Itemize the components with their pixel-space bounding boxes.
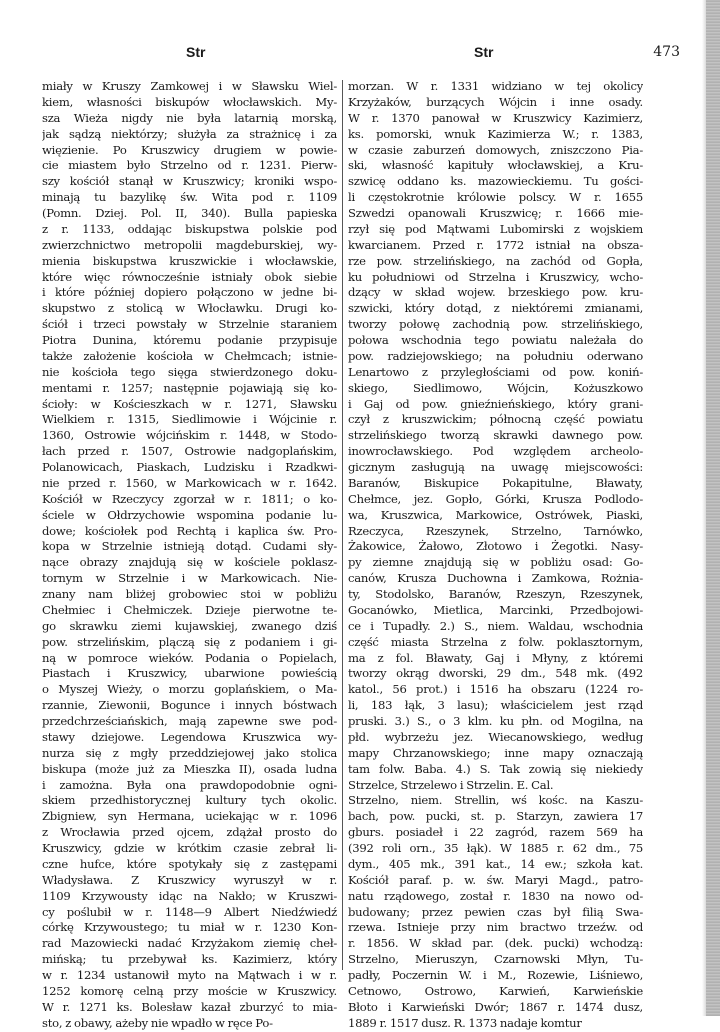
text-line: W r. 1370 panował w Kruszwicy Kazimierz,: [348, 110, 643, 125]
text-line: pruski. 3.) S., o 3 klm. ku płn. od Mogilna, na: [348, 714, 643, 728]
text-line: szy kościół stanął w Kruszwicy; kroniki wspo-: [42, 174, 337, 189]
text-line: ściele w Ołdrzychowie wspomina podanie lu-: [42, 507, 337, 522]
text-line: dzący w skład wojew. brzeskiego pow. kru-: [348, 285, 643, 300]
text-line: płd. wybrzeżu jez. Wiecanowskiego, według: [348, 729, 643, 744]
header-left-keyword: Str: [186, 44, 206, 60]
text-line: córkę Krzywoustego; tu miał w r. 1230 Kon-: [42, 920, 337, 935]
text-line: sza Wieża nigdy nie była latarnią morską,: [42, 110, 337, 125]
text-line: Strzelno, niem. Strellin, wś kośc. na Kaszu-: [348, 793, 643, 808]
text-line: sto, z obawy, ażeby nie wpadło w ręce Po-: [42, 1015, 273, 1030]
text-line: budowany; przez pewien czas był filią Swa-: [348, 904, 643, 919]
text-line: więzienie. Po Kruszwicy drugiem w powie-: [42, 142, 337, 157]
text-line: Szwedzi opanowali Kruszwicę; r. 1666 mie-: [348, 206, 643, 220]
text-line: czne hufce, które spotykały się z zastępami: [42, 856, 337, 871]
text-line: py ziemne znajdują się w pobliżu osad: Go-: [348, 555, 643, 570]
text-line: które więc równocześnie istniały obok siebie: [42, 269, 337, 284]
text-line: katol., 56 prot.) i 1516 ha obszaru (1224 ro-: [348, 682, 643, 697]
text-line: mienia biskupstwa kruszwickie i włocławskie,: [42, 253, 337, 268]
text-line: Błoto i Karwieński Dwór; 1867 r. 1474 dusz,: [348, 999, 643, 1014]
header-right-keyword: Str: [474, 44, 494, 60]
text-line: znany nam bliżej grobowiec stoi w pobliżu: [42, 587, 337, 601]
text-line: dowe; kościołek pod Rechtą i kaplica św. Pro-: [42, 523, 337, 538]
text-line: i które później dopiero połączono w jedne bi-: [42, 285, 337, 300]
text-line: ściół i trzeci powstały w Strzelnie staraniem: [42, 317, 337, 332]
text-line: gburs. posiadeł i 22 zagród, razem 569 ha: [348, 825, 643, 840]
running-header: [40, 44, 680, 68]
text-line: rzannie, Ziewonii, Bogunce i innych bóstwach: [42, 698, 337, 713]
text-line: Strzelno, Mieruszyn, Czarnowski Młyn, Tu-: [348, 952, 643, 967]
text-line: gicznym zasługują na uwagę miejscowości:: [348, 460, 643, 474]
text-line: padły, Poczernin W. i M., Rozewie, Liśniewo,: [348, 968, 643, 982]
text-line: morzan. W r. 1331 widziano w tej okolicy: [348, 79, 643, 93]
text-line: rze pow. strzelińskiego, na zachód od Gopła,: [348, 253, 643, 268]
text-line: Chełmiec i Chełmiczek. Dzieje pierwotne te-: [42, 602, 337, 617]
column-divider: [342, 80, 343, 970]
text-line: cie miastem było Strzelno od r. 1231. Pierw-: [42, 158, 337, 173]
text-line: 1252 komorę celną przy moście w Kruszwicy.: [42, 983, 337, 998]
text-line: natu rządowego, został r. 1830 na nowo od-: [348, 888, 643, 903]
text-line: kopa w Strzelnie istnieją dotąd. Cudami sły-: [42, 539, 337, 554]
text-line: Piastach i Kruszwicy, ubarwione powieścią: [42, 666, 337, 681]
text-line: Chełmce, jez. Gopło, Górki, Krusza Podlodo-: [348, 491, 643, 506]
text-line: canów, Krusza Duchowna i Zamkowa, Rożnia-: [348, 571, 643, 586]
text-line: z Wrocławia przed ojcem, zdążał prosto do: [42, 825, 337, 840]
text-line: W r. 1271 ks. Bolesław kazał zburzyć to mia-: [42, 999, 337, 1014]
text-line: biskupa (może już za Mieszka II), osada ludna: [42, 761, 337, 776]
text-line: li, 183 łąk, 3 lasu); właścicielem jest rząd: [348, 698, 643, 713]
text-line: Gocanówko, Mietlica, Marcinki, Przedbojowi-: [348, 602, 643, 617]
text-line: w czasie zaburzeń domowych, zniszczono Pia-: [348, 142, 643, 157]
text-line: Piotra Dunina, któremu podanie przypisuje: [42, 333, 337, 347]
text-line: tam folw. Baba. 4.) S. Tak zowią się niekiedy: [348, 761, 643, 776]
left-column: [42, 79, 337, 1032]
text-line: o Myszej Wieży, o morzu goplańskiem, o Ma-: [42, 682, 337, 697]
text-line: minają tu bazylikę św. Wita pod r. 1109: [42, 190, 337, 205]
text-line: r. 1856. W skład par. (dek. pucki) wchodzą:: [348, 936, 643, 951]
text-line: wa, Kruszwica, Markowice, Ostrówek, Piaski,: [348, 507, 643, 522]
text-line: nące obrazy znajdują się w kościele poklasz-: [42, 555, 337, 570]
text-line: z r. 1133, oddając biskupstwa polskie pod: [42, 221, 337, 236]
text-line: Cetnowo, Ostrowo, Karwień, Karwieńskie: [348, 983, 643, 998]
text-line: miały w Kruszy Zamkowej i w Sławsku Wiel-: [42, 79, 337, 93]
text-line: pow. strzelińskim, plączą się z podaniem i gi-: [42, 634, 337, 649]
text-line: mińską; tu przebywał ks. Kazimierz, który: [42, 952, 337, 967]
text-line: część miasta Strzelna z folw. poklasztornym,: [348, 634, 643, 649]
text-line: tworzy połowę zachodnią pow. strzelińskiego,: [348, 317, 643, 332]
text-line: 1889 r. 1517 dusz. R. 1373 nadaje komtur: [348, 1015, 582, 1030]
text-line: Rzeczyca, Rzeszynek, Strzelno, Tarnówko,: [348, 523, 643, 538]
text-line: kiem, własności biskupów włocławskich. My-: [42, 94, 337, 109]
text-line: tornym w Strzelnie i w Markowicach. Nie-: [42, 571, 337, 586]
text-line: skiego, Siedlimowo, Wójcin, Kożuszkowo: [348, 380, 643, 395]
text-line: szwicę oddano ks. mazowieckiemu. Tu gości-: [348, 174, 643, 189]
text-line: jak sądzą niektórzy; służyła za strażnicę i za: [42, 126, 337, 141]
text-line: pow. radziejowskiego; na południu oderwano: [348, 348, 643, 363]
text-line: strzelińskiego tworzą skrawki dawnego pow.: [348, 428, 643, 443]
text-line: mentami r. 1257; następnie pojawiają się ko-: [42, 380, 337, 395]
text-line: skiem przedhistorycznej kultury tych okolic.: [42, 793, 337, 808]
text-line: kwarcianem. Przed r. 1772 istniał na obsza-: [348, 237, 643, 252]
text-line: ną w pomroce wieków. Podania o Popielach,: [42, 650, 337, 665]
text-line: ty, Stodolsko, Baranów, Rzeszyn, Rzeszynek,: [348, 587, 643, 601]
text-line: Kościół paraf. p. w. św. Maryi Magd., patro-: [348, 872, 643, 887]
text-line: nurza się z mgły przeddziejowej jako stolica: [42, 745, 337, 760]
text-line: w r. 1234 ustanowił myto na Mątwach i w r.: [42, 968, 337, 982]
text-line: ku południowi od Strzelna i Kruszwicy, wcho-: [348, 269, 643, 284]
text-line: cy poślubił w r. 1148—9 Albert Niedźwiedź: [42, 904, 337, 919]
text-line: 1360, Ostrowie wójcińskim r. 1448, w Stodo-: [42, 428, 337, 443]
text-line: ks. pomorski, wnuk Kazimierza W.; r. 1383,: [348, 126, 643, 141]
text-line: i Gaj od pow. gnieźnieńskiego, który grani-: [348, 396, 643, 411]
text-line: Krzyżaków, burzących Wójcin i inne osady.: [348, 94, 643, 109]
text-line: rzył się pod Mątwami Lubomirski z wojskiem: [348, 221, 643, 236]
text-line: łach przed r. 1507, Ostrowie nadgoplańskim,: [42, 444, 337, 459]
text-line: rzewa. Istnieje przy nim bractwo trzeźw. od: [348, 920, 643, 935]
text-line: szwicki, który dotąd, z niektóremi zmianami,: [348, 301, 643, 316]
text-line: Żakowice, Żałowo, Złotowo i Żegotki. Nasy-: [348, 539, 643, 554]
text-line: Strzelce, Strzelewo i Strzelin. E. Cal.: [348, 777, 554, 792]
text-line: Kościół w Rzeczycy zgorzał w r. 1811; o ko-: [42, 491, 337, 506]
text-line: Lenartowo z przyległościami od pow. koniń-: [348, 364, 643, 379]
text-line: (392 roli orn., 35 łąk). W 1885 r. 62 dm., 75: [348, 841, 643, 855]
text-line: mapy Chrzanowskiego; inne mapy oznaczają: [348, 745, 643, 760]
text-line: Kruszwicy, gdzie w krótkim czasie zebrał li-: [42, 841, 337, 855]
text-line: Zbigniew, syn Hermana, uciekając w r. 1096: [42, 809, 337, 824]
text-line: ce i Tupadły. 2.) S., niem. Waldau, wschodnia: [348, 618, 643, 633]
text-line: przedchrześciańskich, mają zapewne swe pod-: [42, 714, 337, 728]
text-line: ma z fol. Bławaty, Gaj i Młyny, z któremi: [348, 650, 643, 665]
text-line: li częstokrotnie królowie polscy. W r. 1655: [348, 190, 643, 205]
text-line: dym., 405 mk., 391 kat., 14 ew.; szkoła kat.: [348, 856, 643, 871]
book-edge: [706, 0, 720, 1016]
text-line: nie przed r. 1560, w Markowicach w r. 1642.: [42, 475, 337, 490]
text-line: także założenie kościoła w Chełmcach; istnie-: [42, 348, 337, 363]
text-line: zwierzchnictwo metropolii magdeburskiej, wy-: [42, 237, 337, 252]
text-line: rad Mazowiecki nadać Krzyżakom ziemię cheł-: [42, 936, 337, 951]
text-line: (Pomn. Dziej. Pol. II, 340). Bulla papieska: [42, 206, 337, 220]
text-line: Baranów, Biskupice Pokapitulne, Bławaty,: [348, 475, 643, 490]
text-line: ścioły: w Kościeszkach w r. 1271, Sławsku: [42, 396, 337, 411]
text-line: inowrocławskiego. Pod względem archeolo-: [348, 444, 643, 459]
text-line: Władysława. Z Kruszwicy wyruszył w r.: [42, 872, 337, 887]
text-line: ski, własność kapituły włocławskiej, a Kru-: [348, 158, 643, 173]
text-line: Polanowicach, Piaskach, Ludzisku i Rzadkwi-: [42, 460, 337, 474]
text-line: Wielkiem r. 1315, Siedlimowie i Wójcinie r.: [42, 412, 337, 427]
text-line: skupstwo z stolicą w Włocławku. Drugi ko-: [42, 301, 337, 316]
text-line: i zamożna. Była ona prawdopodobnie ogni-: [42, 777, 337, 792]
text-line: 1109 Krzywousty idąc na Nakło; w Kruszwi-: [42, 888, 337, 903]
text-line: go skrawku ziemi kujawskiej, zwanego dziś: [42, 618, 337, 633]
text-line: bach, pow. pucki, st. p. Starzyn, zawiera 17: [348, 809, 643, 824]
text-line: tworzy okrąg dworski, 29 dm., 548 mk. (492: [348, 666, 643, 681]
text-line: stawy dziejowe. Legendowa Kruszwica wy-: [42, 729, 337, 744]
text-line: połowa wschodnia tego powiatu należała do: [348, 333, 643, 347]
right-column: [348, 79, 643, 1032]
text-line: czył z kruszwickim; północną część powiatu: [348, 412, 643, 427]
page-number: 473: [653, 44, 680, 60]
text-line: nie kościoła tego sięga stwierdzonego doku-: [42, 364, 337, 379]
